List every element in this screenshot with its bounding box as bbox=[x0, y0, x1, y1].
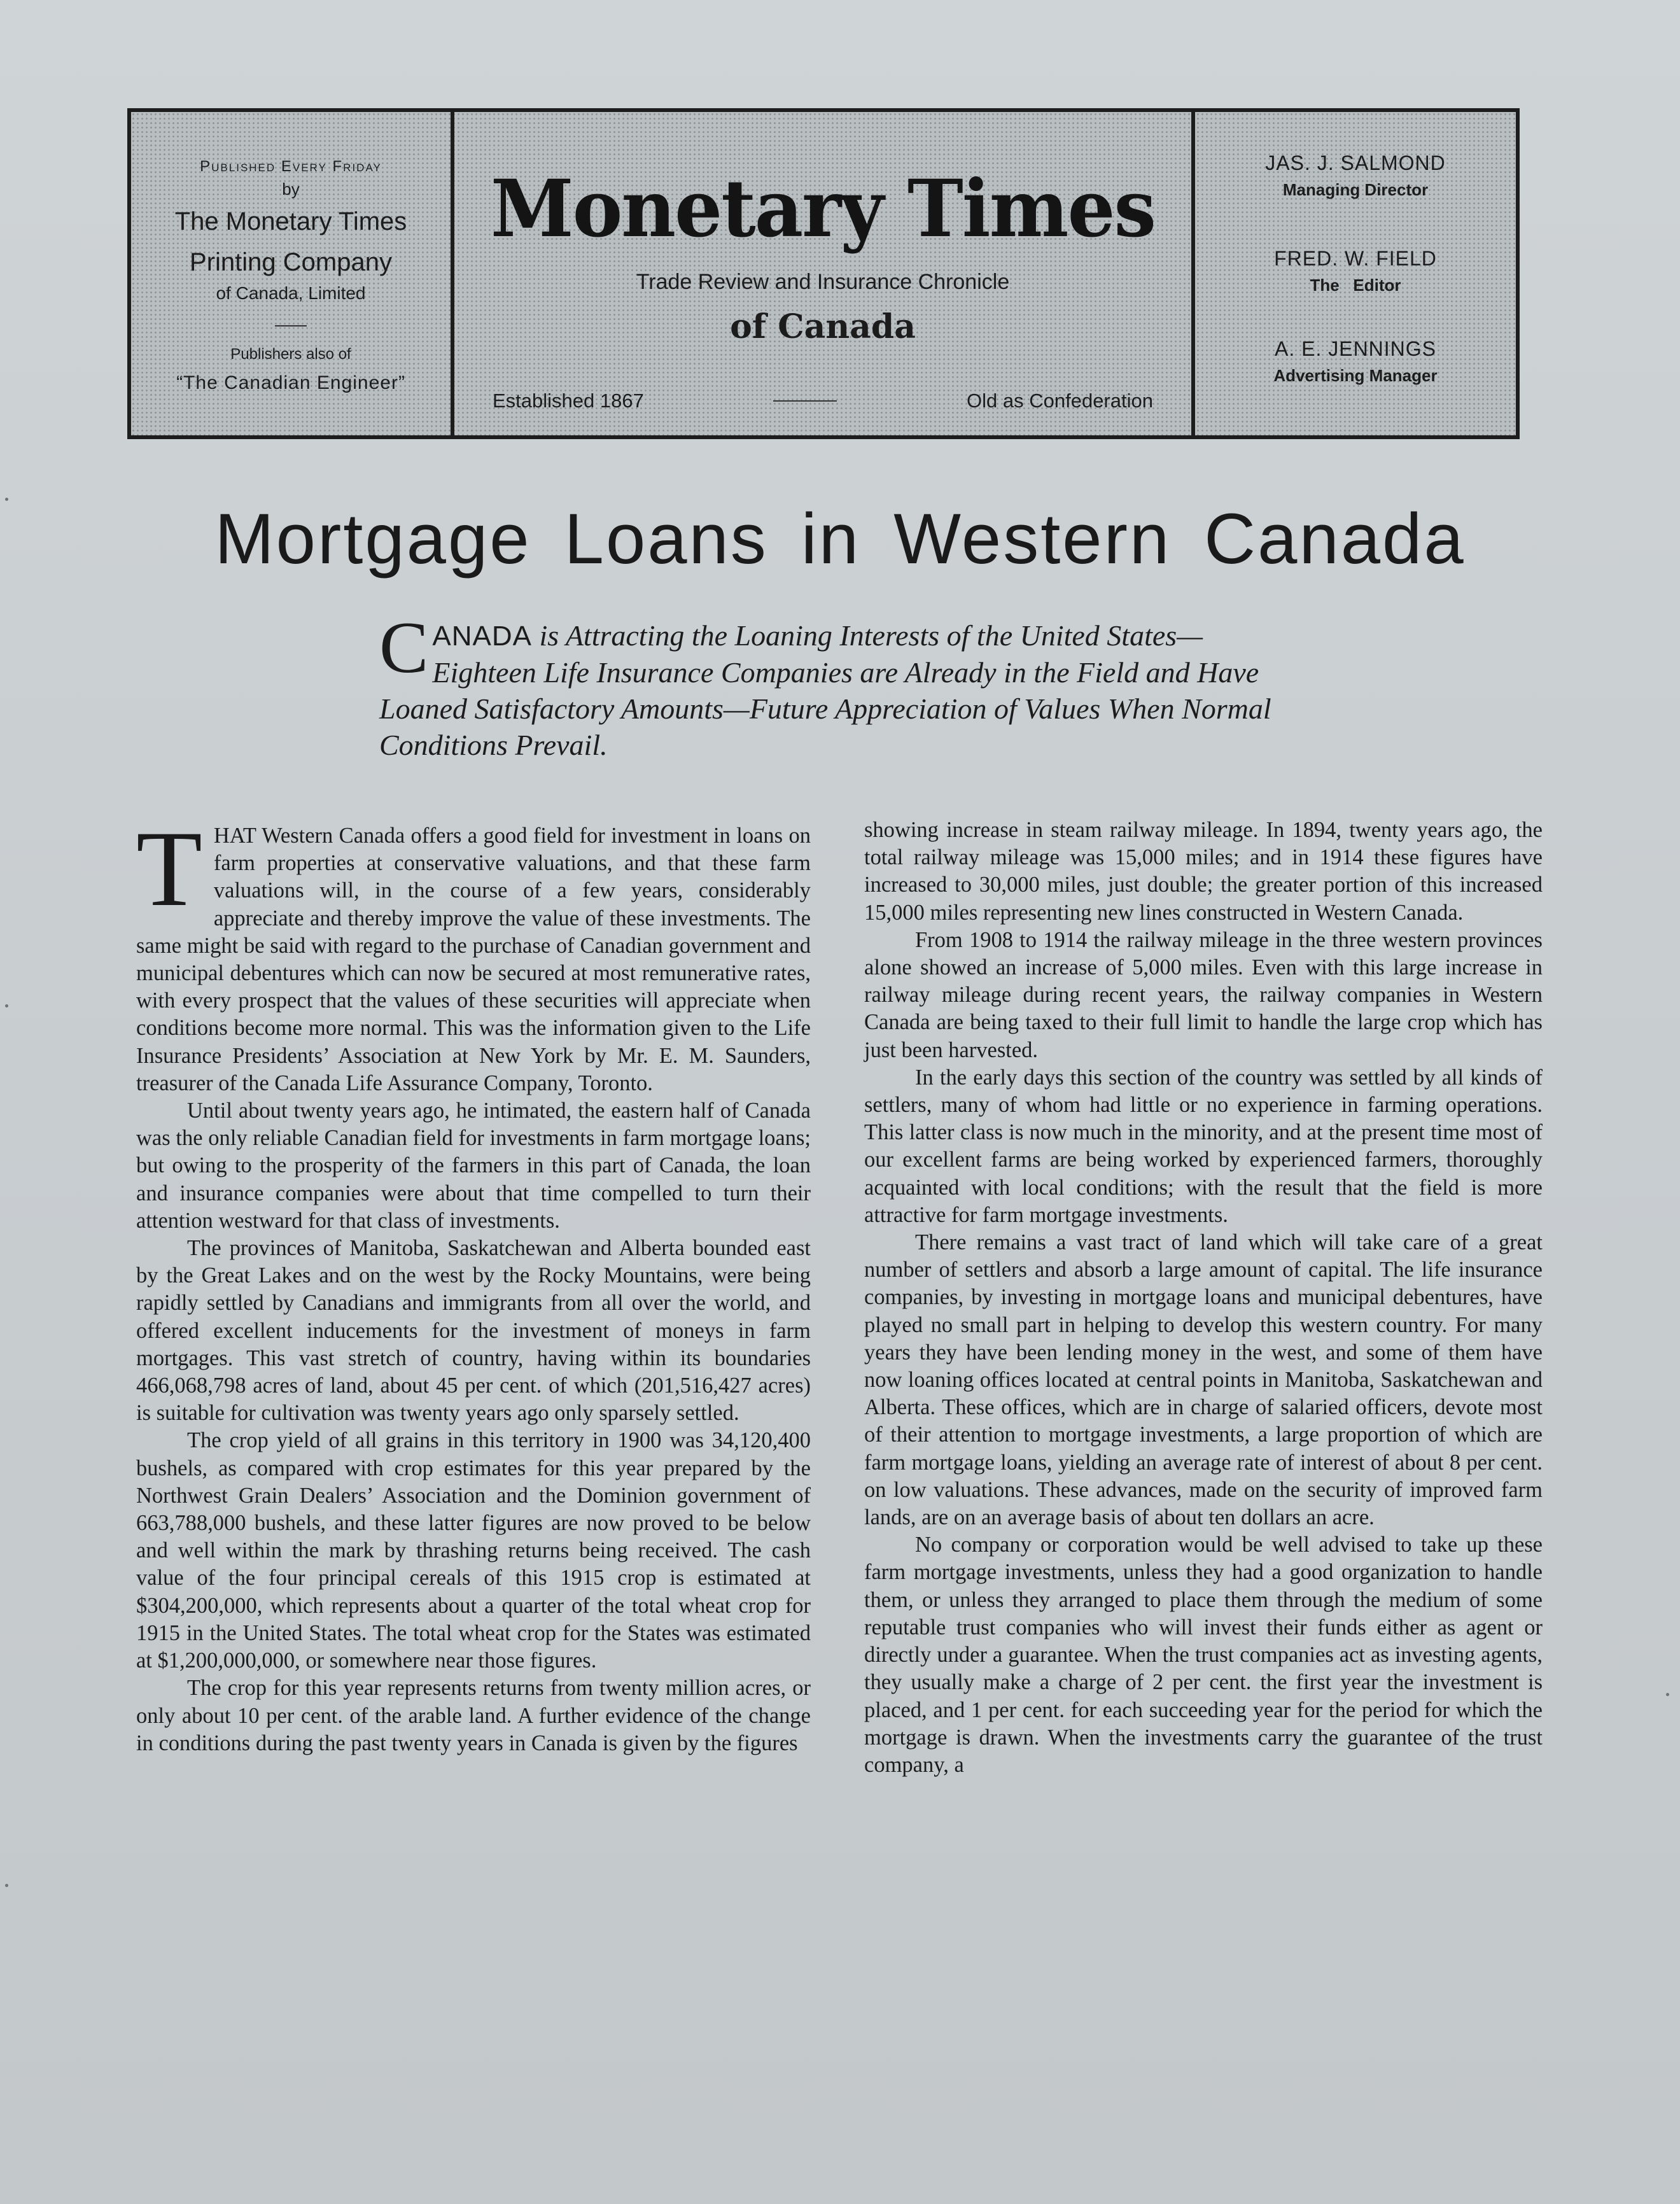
staff-role: The Editor bbox=[1310, 276, 1401, 295]
drop-cap: T bbox=[136, 809, 202, 929]
paragraph-text: HAT Western Canada offers a good field for investment in loans on farm properties at conservative valuations, and that these farm valuations will, in the course of a few years, considerably appreciate and thereby improve the value of these investments. The same might be said with regard to the purchase of Canadian government and municipal debentures which can now be secured at most remunerative rates, with every prospect that the values of these securities will appreciate when conditions become more normal. This was the information given to the Life Insurance Presidents’ Association at New York by Mr. E. M. Saunders, treasurer of the Canada Life Assurance Company, Toronto. bbox=[136, 824, 811, 1095]
publisher-name-line2: Printing Company bbox=[190, 248, 392, 276]
paper-speck bbox=[5, 1884, 8, 1887]
paper-speck bbox=[1666, 1693, 1669, 1696]
divider bbox=[773, 400, 837, 402]
old-as-confederation: Old as Confederation bbox=[967, 390, 1153, 412]
paragraph: The provinces of Manitoba, Saskatchewan and Alberta bounded east by the Great Lakes and on the west by the Rocky Mountains, were being rapidly settled by Canadians and immigrants from all over the world, and offered excellent inducements for the investment of moneys in farm mortgages. This vast stretch of country, having within its boundaries 466,068,798 acres of land, about 45 per cent. of which (201,516,427 acres) is suitable for cultivation was twenty years ago only sparsely settled. bbox=[136, 1236, 811, 1426]
paper-speck bbox=[5, 498, 8, 501]
deck-drop-cap: C bbox=[379, 607, 429, 689]
staff-name: A. E. JENNINGS bbox=[1274, 337, 1437, 360]
newspaper-title: Monetary Times bbox=[491, 162, 1155, 255]
staff-role: Advertising Manager bbox=[1273, 366, 1438, 385]
published-frequency: Published Every Friday bbox=[200, 158, 382, 175]
paragraph: showing increase in steam railway mileage. In 1894, twenty years ago, the total railway mileage was 15,000 miles; and in 1914 these figures have increased to 30,000 miles, just double; the greater portion of this increased 15,000 miles representing new lines constructed in Western Canada. bbox=[864, 818, 1543, 925]
staff-name: JAS. J. SALMOND bbox=[1265, 151, 1446, 174]
paragraph: The crop for this year represents returns from twenty million acres, or only about 10 per cent. of the arable land. A further evidence of the change in conditions during the past twenty years in Canada is given by the figures bbox=[136, 1676, 811, 1755]
deck-caps: ANADA bbox=[432, 621, 532, 652]
other-publication-title: “The Canadian Engineer” bbox=[176, 372, 405, 393]
newspaper-tagline: Trade Review and Insurance Chronicle bbox=[636, 270, 1010, 294]
publishers-also-label: Publishers also of bbox=[230, 346, 351, 363]
masthead-staff-panel bbox=[1195, 112, 1516, 435]
article-column-right bbox=[864, 817, 1543, 1779]
newspaper-subtitle: of Canada bbox=[730, 307, 916, 346]
masthead-footer bbox=[493, 390, 1153, 412]
established-year: Established 1867 bbox=[493, 390, 644, 412]
paragraph: In the early days this section of the country was settled by all kinds of settlers, many of whom had little or no experience in farming operations. This latter class is now much in the minority, and at the present time most of our excellent farms are being worked by experienced farmers, thoroughly acquainted with local conditions; with the result that the field is more attractive for farm mortgage investments. bbox=[864, 1065, 1543, 1227]
paper-speck bbox=[5, 1004, 8, 1007]
staff-name: FRED. W. FIELD bbox=[1274, 247, 1437, 270]
article-deck bbox=[379, 607, 1289, 763]
publisher-name-line1: The Monetary Times bbox=[174, 207, 407, 235]
publisher-name-line3: of Canada, Limited bbox=[216, 283, 366, 303]
masthead-publisher-panel bbox=[131, 112, 454, 435]
paragraph bbox=[136, 809, 811, 1097]
paragraph: Until about twenty years ago, he intimated, the eastern half of Canada was the only reliable Canadian field for investments in farm mortgage loans; but owing to the prosperity of the farmers in this part of Canada, the loan and insurance companies were about that time compelled to turn their attention westward for that class of investments. bbox=[136, 1098, 811, 1233]
paragraph: No company or corporation would be well advised to take up these farm mortgage investments, unless they had a good organization to handle them, or unless they arranged to place them through the medium of some reputable trust companies who will invest their funds either as agent or directly under a guarantee. When the trust companies act as investing agents, they usually make a charge of 2 per cent. the first year the investment is placed, and 1 per cent. for each succeeding year for the period for which the mortgage is drawn. When the investments carry the guarantee of the trust company, a bbox=[864, 1533, 1543, 1777]
staff-role: Managing Director bbox=[1282, 180, 1429, 199]
masthead-title-panel bbox=[454, 112, 1195, 435]
paragraph: There remains a vast tract of land which will take care of a great number of settlers and absorb a large amount of capital. The life insurance companies, by investing in mortgage loans and municipal debentures, have played no small part in helping to develop this western country. For many years they have been lending money in the west, and some of them have now loaning offices located at central points in Manitoba, Saskatchewan and Alberta. These offices, which are in charge of salaried officers, devote most of their attention to mortgage investments, a large proportion of which are farm mortgage loans, yielding an average rate of interest of about 8 per cent. on low valuations. These advances, made on the security of improved farm lands, are on an average basis of about ten dollars an acre. bbox=[864, 1230, 1543, 1530]
article-headline: Mortgage Loans in Western Canada bbox=[214, 499, 1466, 579]
divider bbox=[275, 325, 307, 326]
paragraph: The crop yield of all grains in this territory in 1900 was 34,120,400 bushels, as compared with crop estimates for this year prepared by the Northwest Grain Dealers’ Association and the Dominion government of 663,788,000 bushels, and these latter figures are now proved to be below and well within the mark by thrashing returns being received. The cash value of the four principal cereals of this 1915 crop is estimated at $304,200,000, which represents about a quarter of the total wheat crop for 1915 in the United States. The total wheat crop for the States was estimated at $1,200,000,000, or somewhere near those figures. bbox=[136, 1428, 811, 1673]
published-by: by bbox=[282, 179, 300, 199]
article-column-left bbox=[136, 809, 811, 1757]
deck-text: is Attracting the Loaning Interests of the United States—Eighteen Life Insurance Companies are Already in the Field and Have Loaned Satisfactory Amounts—Future Appreciation of Values When Normal Conditions Prevail. bbox=[379, 619, 1271, 761]
paragraph: From 1908 to 1914 the railway mileage in the three western provinces alone showed an increase of 5,000 miles. Even with this large increase in railway mileage during recent years, the railway companies in Western Canada are being taxed to their full limit to handle the large crop which has just been harvested. bbox=[864, 927, 1543, 1062]
masthead bbox=[127, 108, 1520, 439]
